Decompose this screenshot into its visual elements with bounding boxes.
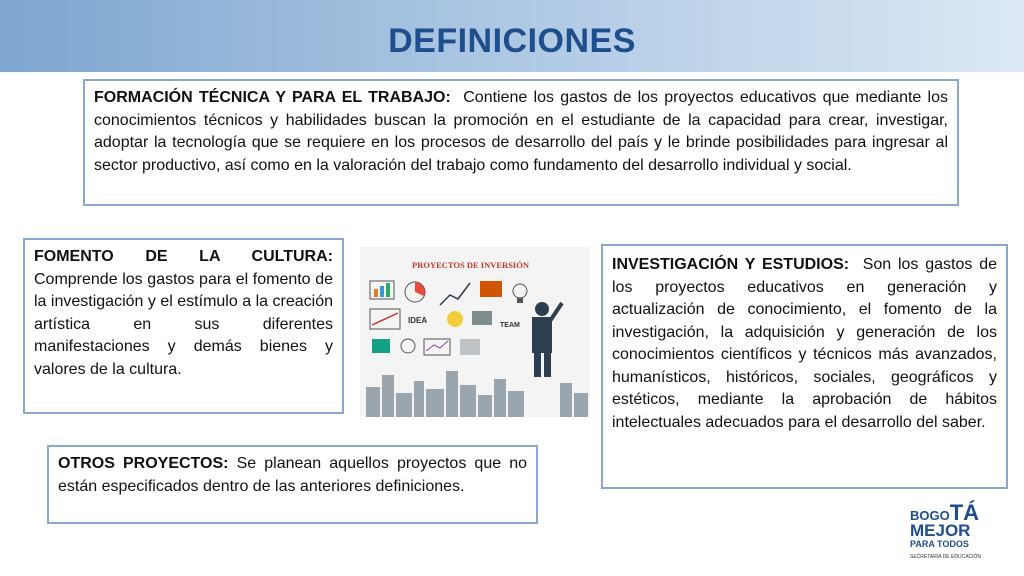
definition-text: Son los gastos de los proyectos educativos en generación y actualización de conocimiento, el fomento de la investigación, la adquisición y generación de los conocimientos científicos y técnicos más avanzados, humanísticos, históricos, sociales, geográficos y estéticos, mediante la aprobación de hábitos intelectuales adecuados para el desarrollo del saber. — [612, 256, 997, 431]
logo-text: PARA TODOS — [910, 539, 969, 549]
definition-heading: FORMACIÓN TÉCNICA Y PARA EL TRABAJO: — [94, 89, 451, 106]
definition-heading: OTROS PROYECTOS: — [58, 455, 229, 472]
logo-text: TÁ — [949, 500, 980, 525]
logo-text: BOGO — [910, 508, 950, 523]
logo-text: MEJOR — [910, 521, 971, 540]
page-title: DEFINICIONES — [388, 22, 636, 60]
definition-formacion-tecnica — [83, 79, 959, 206]
definition-heading: FOMENTO DE LA CULTURA: — [34, 248, 333, 265]
illustration-label-idea: IDEA — [408, 316, 428, 325]
definition-heading: INVESTIGACIÓN Y ESTUDIOS: — [612, 256, 850, 273]
investment-projects-illustration — [360, 247, 590, 417]
definition-text: Comprende los gastos para el fomento de la investigación y el estímulo a la creación artística en sus diferentes manifestaciones y demás bienes y valores de la cultura. — [34, 270, 333, 378]
definition-text: Contiene los gastos de los proyectos educativos que mediante los conocimientos técnicos y habilidades buscan la promoción en el estudiante de la capacidad para crear, investigar, adoptar la tecnología que se requiere en los procesos de desarrollo del país y le brinde posibilidades para ingresar al sector productivo, así como en la valoración del trabajo como fundamento del desarrollo individual y social. — [94, 89, 948, 174]
definition-fomento-cultura — [23, 238, 344, 414]
definition-text: Se planean aquellos proyectos que no están especificados dentro de las anteriores definiciones. — [58, 455, 527, 495]
bogota-mejor-para-todos-logo — [906, 496, 996, 564]
definition-otros-proyectos — [47, 445, 538, 524]
logo-text: SECRETARÍA DE EDUCACIÓN — [910, 554, 982, 560]
illustration-caption: PROYECTOS DE INVERSIÓN — [412, 260, 529, 270]
definition-investigacion-estudios — [601, 244, 1008, 489]
illustration-label-team: TEAM — [500, 322, 520, 329]
